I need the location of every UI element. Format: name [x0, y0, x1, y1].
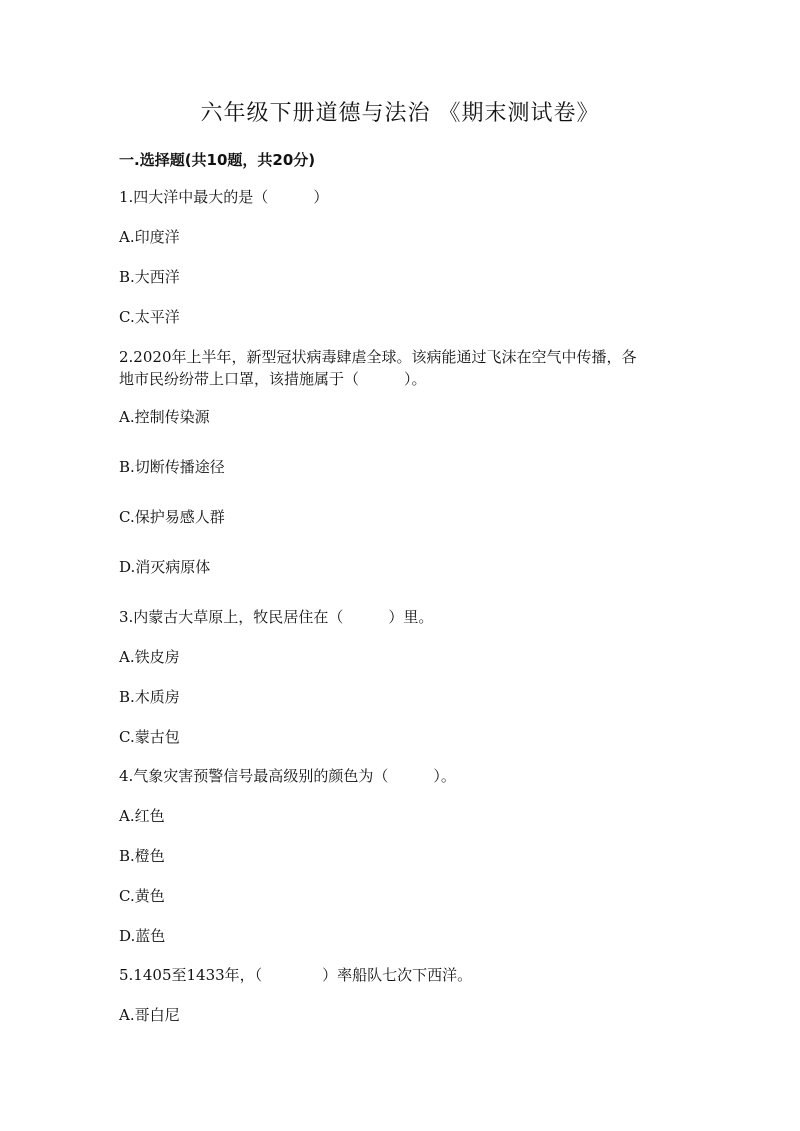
- section-heading: 一.选择题(共10题，共20分): [119, 151, 316, 169]
- question-2-option-d: D.消灭病原体: [119, 558, 211, 576]
- question-1-stem: 1.四大洋中最大的是（ ）: [119, 188, 329, 206]
- question-1-option-b: B.大西洋: [119, 268, 180, 286]
- question-2-option-a: A.控制传染源: [119, 408, 210, 426]
- question-5-stem: 5.1405至1433年，（ ）率船队七次下西洋。: [119, 966, 473, 984]
- question-2-stem-line-2: 地市民纷纷带上口罩，该措施属于（ ）。: [119, 370, 427, 388]
- question-3-option-a: A.铁皮房: [119, 648, 180, 666]
- question-4-option-c: C.黄色: [119, 887, 165, 905]
- question-3-option-c: C.蒙古包: [119, 728, 180, 746]
- question-2-stem-line-1: 2.2020年上半年，新型冠状病毒肆虐全球。该病能通过飞沫在空气中传播，各: [119, 348, 637, 366]
- question-3-option-b: B.木质房: [119, 688, 180, 706]
- question-5-option-a: A.哥白尼: [119, 1006, 180, 1024]
- question-2-option-c: C.保护易感人群: [119, 508, 225, 526]
- question-1-option-c: C.太平洋: [119, 308, 180, 326]
- question-4-option-b: B.橙色: [119, 847, 165, 865]
- question-4-option-a: A.红色: [119, 807, 165, 825]
- question-1-option-a: A.印度洋: [119, 228, 180, 246]
- question-2-option-b: B.切断传播途径: [119, 458, 225, 476]
- question-3-stem: 3.内蒙古大草原上，牧民居住在（ ）里。: [119, 608, 434, 626]
- question-4-option-d: D.蓝色: [119, 927, 166, 945]
- question-4-stem: 4.气象灾害预警信号最高级别的颜色为（ ）。: [119, 767, 456, 785]
- document-title: 六年级下册道德与法治 《期末测试卷》: [200, 101, 600, 126]
